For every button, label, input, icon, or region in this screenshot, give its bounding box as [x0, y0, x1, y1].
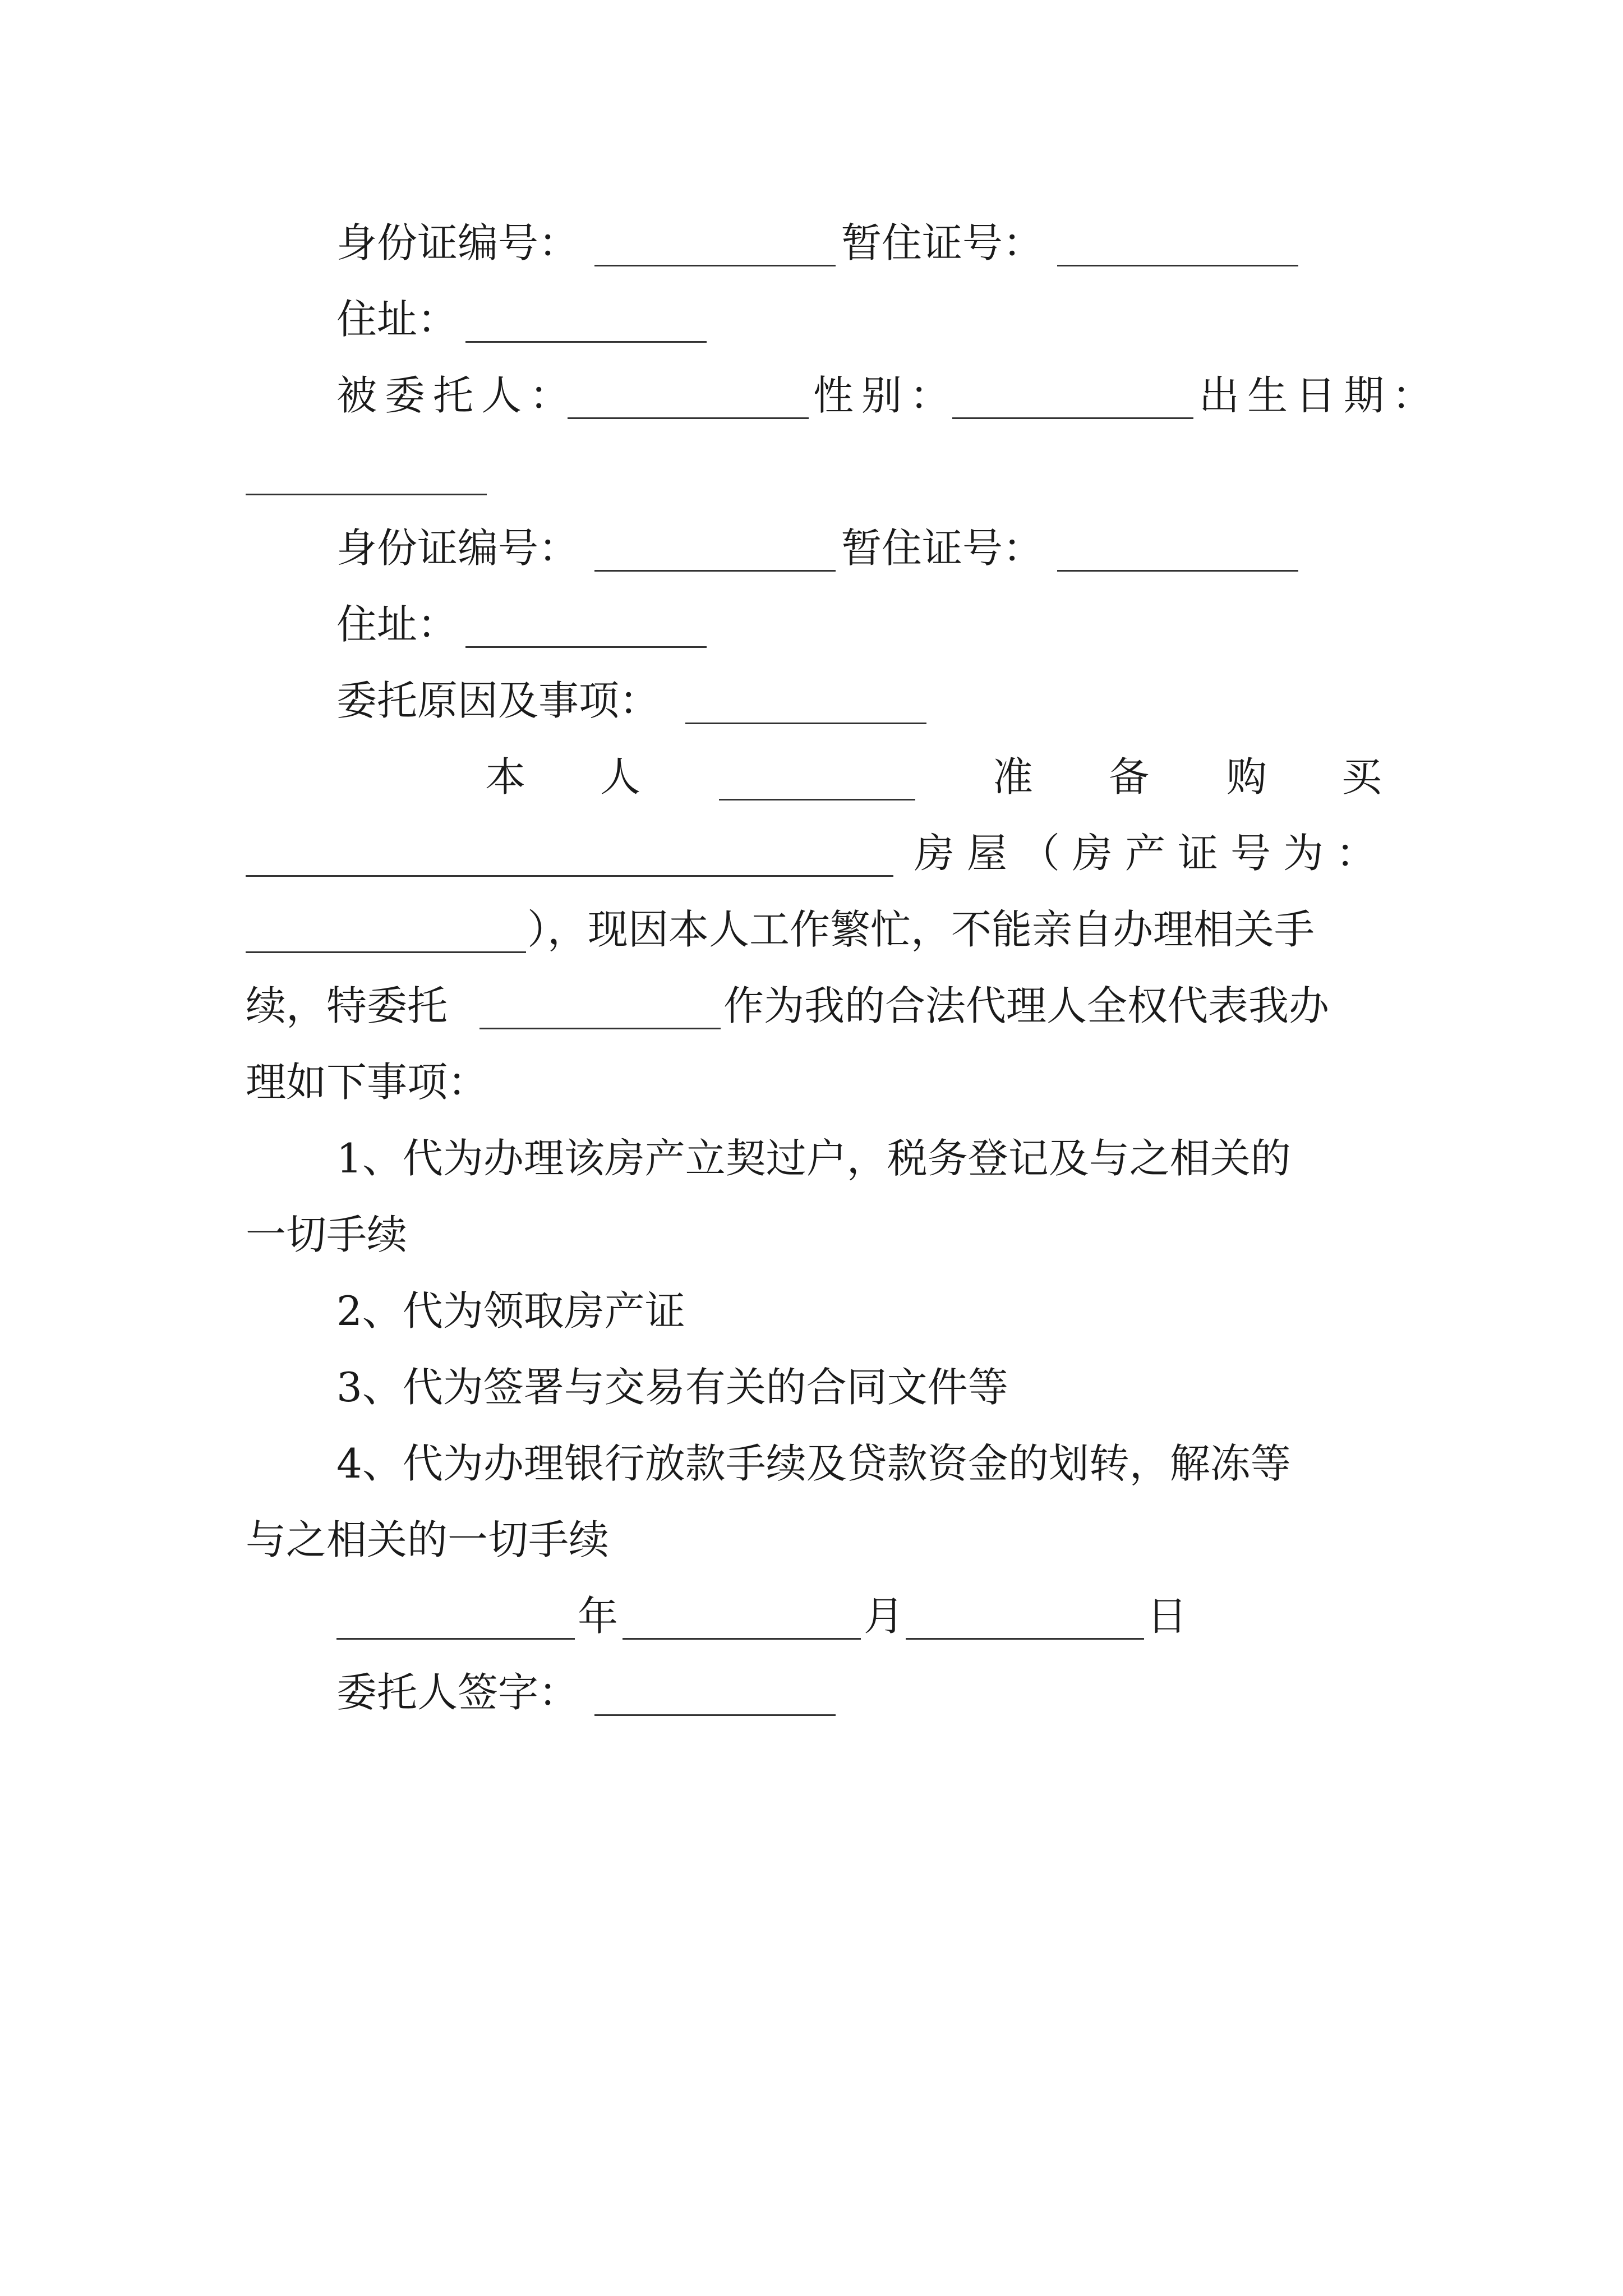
- body-word-ready: 备: [1109, 753, 1150, 800]
- body-word-self: 本: [485, 753, 526, 800]
- signature-blank[interactable]: [594, 1662, 836, 1716]
- item-2-line: [0, 1280, 1623, 1342]
- item-1b-text: 一切手续: [246, 1211, 408, 1258]
- signature-label: 委托人签字：: [336, 1669, 579, 1716]
- principal-id-line: [0, 212, 1623, 274]
- day-blank[interactable]: [906, 1585, 1144, 1640]
- item-2-text: 2、代为领取房产证: [336, 1287, 685, 1335]
- body-line-5: [0, 1051, 1623, 1113]
- body-house-text: 房屋（房产证号为：: [914, 830, 1389, 877]
- reason-line: [0, 670, 1623, 731]
- agent-name-blank[interactable]: [568, 365, 809, 419]
- body-name-blank[interactable]: [719, 746, 915, 800]
- year-blank[interactable]: [336, 1585, 575, 1640]
- body-line-2: [0, 822, 1623, 884]
- item-4-line-b: [0, 1509, 1623, 1571]
- item-4b-text: 与之相关的一切手续: [246, 1516, 610, 1563]
- body-line-4: [0, 975, 1623, 1037]
- agent-gender-label: 性别：: [813, 372, 958, 419]
- agent-gender-blank[interactable]: [952, 365, 1193, 419]
- body-line-1: [0, 746, 1623, 808]
- house-address-blank[interactable]: [246, 822, 893, 877]
- house-cert-blank[interactable]: [246, 899, 526, 953]
- body-line-4a-text: 续，特委托: [246, 982, 448, 1029]
- agent-id-line: [0, 517, 1623, 579]
- agent-temp-blank[interactable]: [1057, 517, 1298, 572]
- item-3-line: [0, 1356, 1623, 1418]
- principal-temp-label: 暂住证号：: [841, 219, 1044, 266]
- principal-id-label: 身份证编号：: [336, 219, 579, 266]
- body-line-3-text: ），现因本人工作繁忙，不能亲自办理相关手: [527, 906, 1315, 953]
- item-4-line-a: [0, 1433, 1623, 1494]
- principal-address-blank[interactable]: [465, 288, 707, 343]
- agent-address-blank[interactable]: [465, 593, 707, 648]
- item-1a-text: 1、代为办理该房产立契过户，税务登记及与之相关的: [336, 1135, 1291, 1182]
- item-1-line-b: [0, 1204, 1623, 1266]
- body-word-purchase: 买: [1341, 753, 1382, 800]
- body-word-buy: 购: [1227, 753, 1267, 800]
- body-word-person: 人: [600, 753, 641, 800]
- body-word-prepare: 准: [993, 753, 1034, 800]
- month-blank[interactable]: [623, 1585, 861, 1640]
- agent-id-blank[interactable]: [594, 517, 836, 572]
- principal-address-line: [0, 288, 1623, 350]
- agent-address-label: 住址：: [336, 601, 458, 648]
- item-3-text: 3、代为签署与交易有关的合同文件等: [336, 1364, 1008, 1411]
- agent-birth-line: [0, 441, 1623, 503]
- item-1-line-a: [0, 1128, 1623, 1189]
- item-4a-text: 4、代为办理银行放款手续及贷款资金的划转，解冻等: [336, 1440, 1291, 1487]
- agent-id-label: 身份证编号：: [336, 524, 579, 572]
- signature-line: [0, 1662, 1623, 1723]
- agent-birth-label: 出生日期：: [1199, 372, 1441, 419]
- reason-label: 委托原因及事项：: [336, 677, 660, 724]
- principal-id-blank[interactable]: [594, 212, 836, 266]
- day-label: 日: [1147, 1593, 1188, 1640]
- agent-entrust-blank[interactable]: [479, 975, 721, 1029]
- body-line-5-text: 理如下事项：: [246, 1059, 488, 1106]
- date-line: [0, 1585, 1623, 1647]
- body-line-4b-text: 作为我的合法代理人全权代表我办: [723, 982, 1330, 1029]
- agent-line: [0, 365, 1623, 426]
- agent-temp-label: 暂住证号：: [841, 524, 1044, 572]
- agent-address-line: [0, 593, 1623, 655]
- month-label: 月: [864, 1593, 905, 1640]
- principal-temp-blank[interactable]: [1057, 212, 1298, 266]
- agent-birth-blank[interactable]: [246, 441, 487, 495]
- reason-blank[interactable]: [685, 670, 926, 724]
- body-line-3: [0, 899, 1623, 960]
- agent-label: 被委托人：: [336, 372, 578, 419]
- year-label: 年: [578, 1593, 619, 1640]
- principal-address-label: 住址：: [336, 296, 458, 343]
